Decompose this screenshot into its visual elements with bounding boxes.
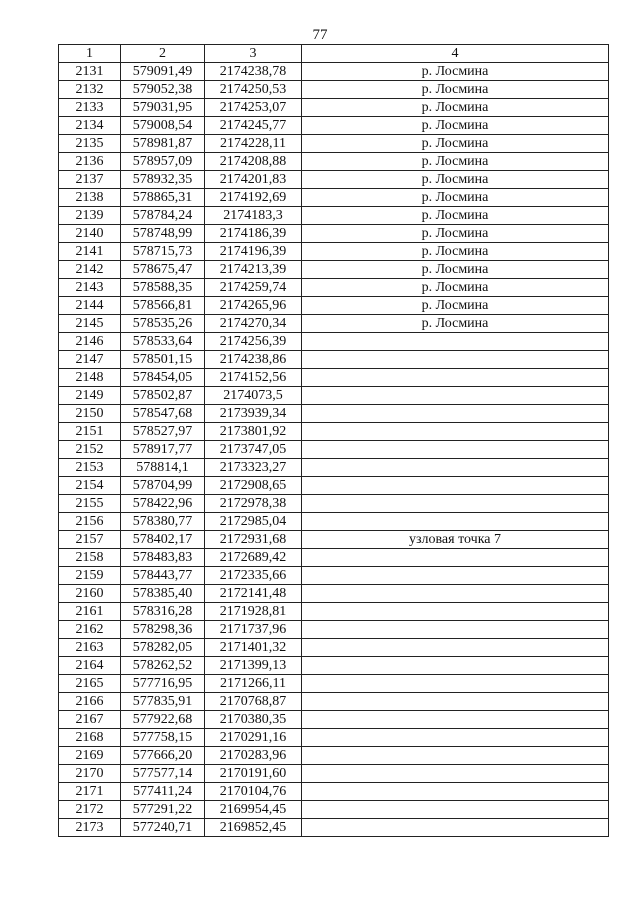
table-row [59,603,609,621]
description-cell [302,477,609,495]
column-header-2: 2 [121,45,205,63]
point-number-cell: 2145 [59,315,121,333]
y-coordinate-cell: 2174259,74 [205,279,302,297]
x-coordinate-cell: 577666,20 [121,747,205,765]
table-row [59,657,609,675]
description-cell: р. Лосмина [302,117,609,135]
x-coordinate-cell: 578917,77 [121,441,205,459]
point-number-cell: 2170 [59,765,121,783]
x-coordinate-cell: 578748,99 [121,225,205,243]
y-coordinate-cell: 2172689,42 [205,549,302,567]
table-row [59,63,609,81]
description-cell: р. Лосмина [302,153,609,171]
x-coordinate-cell: 578981,87 [121,135,205,153]
description-cell [302,387,609,405]
x-coordinate-cell: 578282,05 [121,639,205,657]
table-row [59,189,609,207]
coordinates-table [58,44,609,837]
description-cell [302,549,609,567]
y-coordinate-cell: 2174228,11 [205,135,302,153]
description-cell: р. Лосмина [302,243,609,261]
x-coordinate-cell: 578533,64 [121,333,205,351]
description-cell: р. Лосмина [302,207,609,225]
y-coordinate-cell: 2174201,83 [205,171,302,189]
column-header-1: 1 [59,45,121,63]
x-coordinate-cell: 578483,83 [121,549,205,567]
x-coordinate-cell: 577577,14 [121,765,205,783]
x-coordinate-cell: 577240,71 [121,819,205,837]
point-number-cell: 2146 [59,333,121,351]
y-coordinate-cell: 2172931,68 [205,531,302,549]
x-coordinate-cell: 579091,49 [121,63,205,81]
table-row [59,675,609,693]
table-row [59,459,609,477]
table-row [59,207,609,225]
y-coordinate-cell: 2172985,04 [205,513,302,531]
table-row [59,171,609,189]
x-coordinate-cell: 578454,05 [121,369,205,387]
description-cell [302,639,609,657]
table-row [59,495,609,513]
x-coordinate-cell: 578566,81 [121,297,205,315]
description-cell [302,567,609,585]
x-coordinate-cell: 577758,15 [121,729,205,747]
x-coordinate-cell: 578527,97 [121,423,205,441]
y-coordinate-cell: 2174208,88 [205,153,302,171]
table-row [59,423,609,441]
description-cell: р. Лосмина [302,135,609,153]
table-row [59,279,609,297]
x-coordinate-cell: 578588,35 [121,279,205,297]
table-row [59,225,609,243]
description-cell: р. Лосмина [302,63,609,81]
point-number-cell: 2138 [59,189,121,207]
x-coordinate-cell: 578704,99 [121,477,205,495]
table-row [59,243,609,261]
table-row [59,117,609,135]
description-cell [302,513,609,531]
point-number-cell: 2148 [59,369,121,387]
description-cell [302,675,609,693]
table-row [59,369,609,387]
y-coordinate-cell: 2174270,34 [205,315,302,333]
description-cell: узловая точка 7 [302,531,609,549]
table-row [59,693,609,711]
point-number-cell: 2167 [59,711,121,729]
table-row [59,315,609,333]
y-coordinate-cell: 2173747,05 [205,441,302,459]
point-number-cell: 2149 [59,387,121,405]
x-coordinate-cell: 578443,77 [121,567,205,585]
x-coordinate-cell: 579031,95 [121,99,205,117]
table-row [59,99,609,117]
y-coordinate-cell: 2170104,76 [205,783,302,801]
point-number-cell: 2173 [59,819,121,837]
point-number-cell: 2141 [59,243,121,261]
description-cell [302,801,609,819]
point-number-cell: 2135 [59,135,121,153]
x-coordinate-cell: 578547,68 [121,405,205,423]
y-coordinate-cell: 2169852,45 [205,819,302,837]
x-coordinate-cell: 577291,22 [121,801,205,819]
description-cell: р. Лосмина [302,297,609,315]
table-row [59,405,609,423]
y-coordinate-cell: 2172908,65 [205,477,302,495]
point-number-cell: 2142 [59,261,121,279]
table-row [59,819,609,837]
point-number-cell: 2171 [59,783,121,801]
point-number-cell: 2165 [59,675,121,693]
y-coordinate-cell: 2172978,38 [205,495,302,513]
x-coordinate-cell: 577835,91 [121,693,205,711]
point-number-cell: 2140 [59,225,121,243]
y-coordinate-cell: 2174213,39 [205,261,302,279]
y-coordinate-cell: 2172335,66 [205,567,302,585]
table-row [59,441,609,459]
x-coordinate-cell: 577922,68 [121,711,205,729]
point-number-cell: 2162 [59,621,121,639]
x-coordinate-cell: 578675,47 [121,261,205,279]
column-header-4: 4 [302,45,609,63]
x-coordinate-cell: 578501,15 [121,351,205,369]
y-coordinate-cell: 2171266,11 [205,675,302,693]
description-cell [302,603,609,621]
description-cell [302,585,609,603]
y-coordinate-cell: 2174253,07 [205,99,302,117]
description-cell [302,783,609,801]
point-number-cell: 2166 [59,693,121,711]
point-number-cell: 2161 [59,603,121,621]
table-row [59,153,609,171]
point-number-cell: 2143 [59,279,121,297]
y-coordinate-cell: 2170768,87 [205,693,302,711]
point-number-cell: 2134 [59,117,121,135]
description-cell: р. Лосмина [302,261,609,279]
x-coordinate-cell: 578422,96 [121,495,205,513]
y-coordinate-cell: 2174192,69 [205,189,302,207]
y-coordinate-cell: 2171399,13 [205,657,302,675]
y-coordinate-cell: 2170283,96 [205,747,302,765]
y-coordinate-cell: 2171928,81 [205,603,302,621]
x-coordinate-cell: 578957,09 [121,153,205,171]
point-number-cell: 2136 [59,153,121,171]
x-coordinate-cell: 578262,52 [121,657,205,675]
point-number-cell: 2154 [59,477,121,495]
y-coordinate-cell: 2174238,78 [205,63,302,81]
x-coordinate-cell: 578932,35 [121,171,205,189]
description-cell [302,693,609,711]
table-row [59,333,609,351]
description-cell: р. Лосмина [302,171,609,189]
y-coordinate-cell: 2170191,60 [205,765,302,783]
point-number-cell: 2144 [59,297,121,315]
point-number-cell: 2131 [59,63,121,81]
point-number-cell: 2150 [59,405,121,423]
description-cell [302,441,609,459]
table-header-row [59,45,609,63]
table-row [59,801,609,819]
point-number-cell: 2158 [59,549,121,567]
description-cell: р. Лосмина [302,189,609,207]
point-number-cell: 2147 [59,351,121,369]
table-row [59,549,609,567]
column-header-3: 3 [205,45,302,63]
table-row [59,531,609,549]
description-cell [302,819,609,837]
table-row [59,783,609,801]
y-coordinate-cell: 2169954,45 [205,801,302,819]
x-coordinate-cell: 578298,36 [121,621,205,639]
description-cell: р. Лосмина [302,99,609,117]
y-coordinate-cell: 2170380,35 [205,711,302,729]
point-number-cell: 2137 [59,171,121,189]
y-coordinate-cell: 2174196,39 [205,243,302,261]
description-cell [302,729,609,747]
point-number-cell: 2133 [59,99,121,117]
table-row [59,639,609,657]
table-row [59,81,609,99]
y-coordinate-cell: 2171401,32 [205,639,302,657]
x-coordinate-cell: 579052,38 [121,81,205,99]
y-coordinate-cell: 2174256,39 [205,333,302,351]
description-cell: р. Лосмина [302,81,609,99]
point-number-cell: 2168 [59,729,121,747]
description-cell: р. Лосмина [302,315,609,333]
table-row [59,297,609,315]
table-row [59,747,609,765]
y-coordinate-cell: 2172141,48 [205,585,302,603]
y-coordinate-cell: 2174186,39 [205,225,302,243]
description-cell [302,351,609,369]
point-number-cell: 2157 [59,531,121,549]
point-number-cell: 2163 [59,639,121,657]
x-coordinate-cell: 578535,26 [121,315,205,333]
description-cell [302,711,609,729]
point-number-cell: 2159 [59,567,121,585]
point-number-cell: 2155 [59,495,121,513]
point-number-cell: 2169 [59,747,121,765]
y-coordinate-cell: 2173323,27 [205,459,302,477]
point-number-cell: 2151 [59,423,121,441]
point-number-cell: 2132 [59,81,121,99]
point-number-cell: 2152 [59,441,121,459]
table-row [59,261,609,279]
table-row [59,135,609,153]
table-row [59,711,609,729]
x-coordinate-cell: 578316,28 [121,603,205,621]
table-row [59,729,609,747]
table-row [59,621,609,639]
y-coordinate-cell: 2174250,53 [205,81,302,99]
description-cell [302,459,609,477]
y-coordinate-cell: 2174073,5 [205,387,302,405]
x-coordinate-cell: 578502,87 [121,387,205,405]
description-cell [302,405,609,423]
description-cell [302,747,609,765]
x-coordinate-cell: 578784,24 [121,207,205,225]
description-cell [302,333,609,351]
table-body [59,63,609,837]
x-coordinate-cell: 577716,95 [121,675,205,693]
x-coordinate-cell: 578402,17 [121,531,205,549]
table-row [59,477,609,495]
description-cell: р. Лосмина [302,279,609,297]
x-coordinate-cell: 578380,77 [121,513,205,531]
x-coordinate-cell: 578385,40 [121,585,205,603]
description-cell [302,621,609,639]
y-coordinate-cell: 2174238,86 [205,351,302,369]
point-number-cell: 2160 [59,585,121,603]
y-coordinate-cell: 2173939,34 [205,405,302,423]
y-coordinate-cell: 2174183,3 [205,207,302,225]
point-number-cell: 2156 [59,513,121,531]
description-cell [302,765,609,783]
y-coordinate-cell: 2171737,96 [205,621,302,639]
table-row [59,567,609,585]
x-coordinate-cell: 578715,73 [121,243,205,261]
point-number-cell: 2153 [59,459,121,477]
y-coordinate-cell: 2174245,77 [205,117,302,135]
page-number: 77 [312,27,328,43]
description-cell [302,495,609,513]
description-cell [302,423,609,441]
table-row [59,513,609,531]
y-coordinate-cell: 2174152,56 [205,369,302,387]
description-cell [302,657,609,675]
table-row [59,765,609,783]
table-row [59,387,609,405]
description-cell: р. Лосмина [302,225,609,243]
x-coordinate-cell: 578814,1 [121,459,205,477]
table-row [59,351,609,369]
point-number-cell: 2172 [59,801,121,819]
y-coordinate-cell: 2173801,92 [205,423,302,441]
x-coordinate-cell: 577411,24 [121,783,205,801]
y-coordinate-cell: 2174265,96 [205,297,302,315]
point-number-cell: 2164 [59,657,121,675]
x-coordinate-cell: 579008,54 [121,117,205,135]
y-coordinate-cell: 2170291,16 [205,729,302,747]
x-coordinate-cell: 578865,31 [121,189,205,207]
point-number-cell: 2139 [59,207,121,225]
description-cell [302,369,609,387]
table-row [59,585,609,603]
